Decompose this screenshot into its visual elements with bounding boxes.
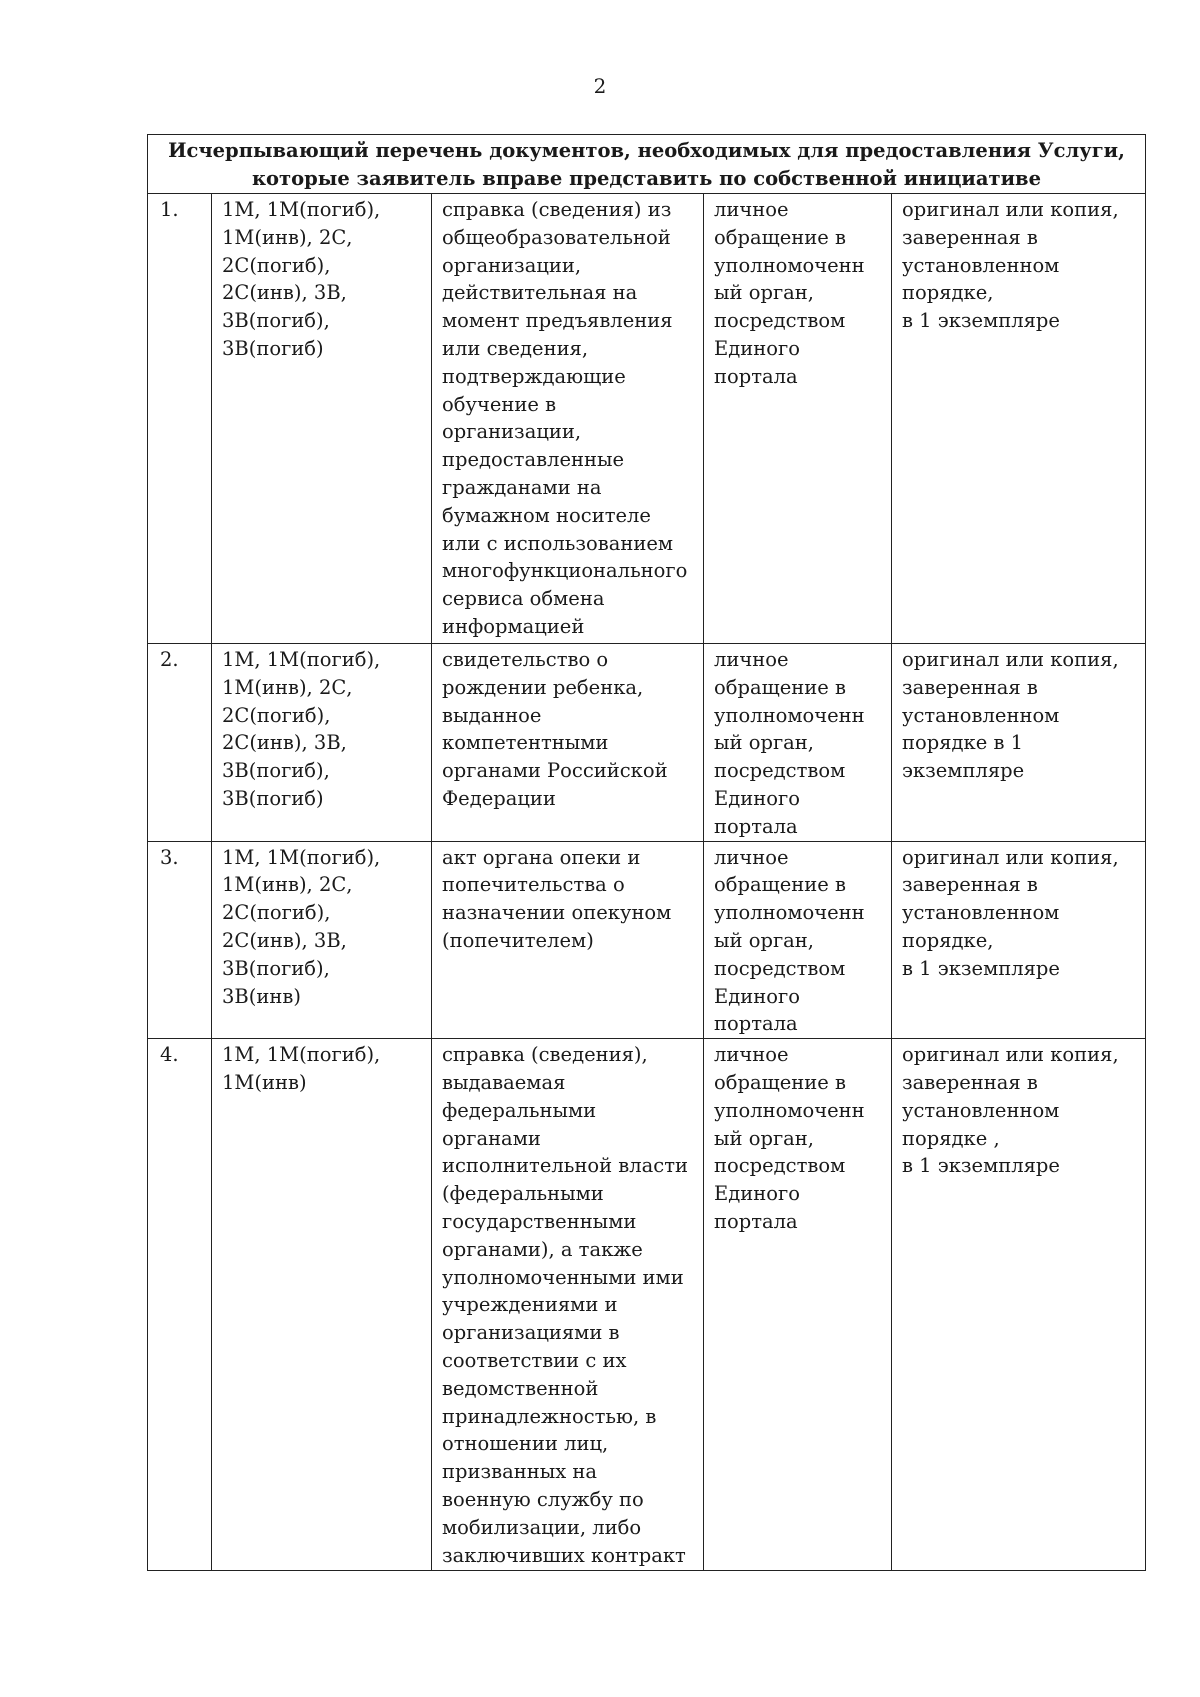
document-form: оригинал или копия, заверенная в установленном порядке, в 1 экземпляре <box>892 194 1146 644</box>
applicant-categories: 1М, 1М(погиб), 1М(инв) <box>212 1039 432 1571</box>
submission-method: личное обращение в уполномоченн ый орган, посредством Единого портала <box>704 644 892 842</box>
row-number: 3. <box>148 841 212 1039</box>
page-number: 2 <box>593 74 607 98</box>
document-name: свидетельство о рождении ребенка, выданное компетентными органами Российской Федерации <box>432 644 704 842</box>
document-form: оригинал или копия, заверенная в установленном порядке , в 1 экземпляре <box>892 1039 1146 1571</box>
document-name: справка (сведения), выдаваемая федеральными органами исполнительной власти (федеральными государственными органами), а также уполномоченными ими учреждениями и организациями в соответствии с их ведомственной принадлежностью, в отношении лиц, призванных на военную службу по мобилизации, либо заключивших контракт <box>432 1039 704 1571</box>
submission-method: личное обращение в уполномоченн ый орган, посредством Единого портала <box>704 194 892 644</box>
documents-table <box>147 134 1146 1571</box>
row-number: 1. <box>148 194 212 644</box>
row-number: 2. <box>148 644 212 842</box>
table-row <box>148 644 1146 842</box>
row-number: 4. <box>148 1039 212 1571</box>
document-name: справка (сведения) из общеобразовательной организации, действительная на момент предъявления или сведения, подтверждающие обучение в организации, предоставленные гражданами на бумажном носителе или с использованием многофункционального сервиса обмена информацией <box>432 194 704 644</box>
table-row <box>148 841 1146 1039</box>
table-heading-row <box>148 135 1146 194</box>
applicant-categories: 1М, 1М(погиб), 1М(инв), 2С, 2С(погиб), 2С(инв), 3В, 3В(погиб), 3В(погиб) <box>212 644 432 842</box>
document-form: оригинал или копия, заверенная в установленном порядке в 1 экземпляре <box>892 644 1146 842</box>
submission-method: личное обращение в уполномоченн ый орган, посредством Единого портала <box>704 841 892 1039</box>
applicant-categories: 1М, 1М(погиб), 1М(инв), 2С, 2С(погиб), 2С(инв), 3В, 3В(погиб), 3В(погиб) <box>212 194 432 644</box>
submission-method: личное обращение в уполномоченн ый орган, посредством Единого портала <box>704 1039 892 1571</box>
document-name: акт органа опеки и попечительства о назначении опекуном (попечителем) <box>432 841 704 1039</box>
table-row <box>148 194 1146 644</box>
table-row <box>148 1039 1146 1571</box>
table-heading: Исчерпывающий перечень документов, необходимых для предоставления Услуги, которые заявитель вправе представить по собственной инициативе <box>148 135 1146 194</box>
applicant-categories: 1М, 1М(погиб), 1М(инв), 2С, 2С(погиб), 2С(инв), 3В, 3В(погиб), 3В(инв) <box>212 841 432 1039</box>
document-form: оригинал или копия, заверенная в установленном порядке, в 1 экземпляре <box>892 841 1146 1039</box>
